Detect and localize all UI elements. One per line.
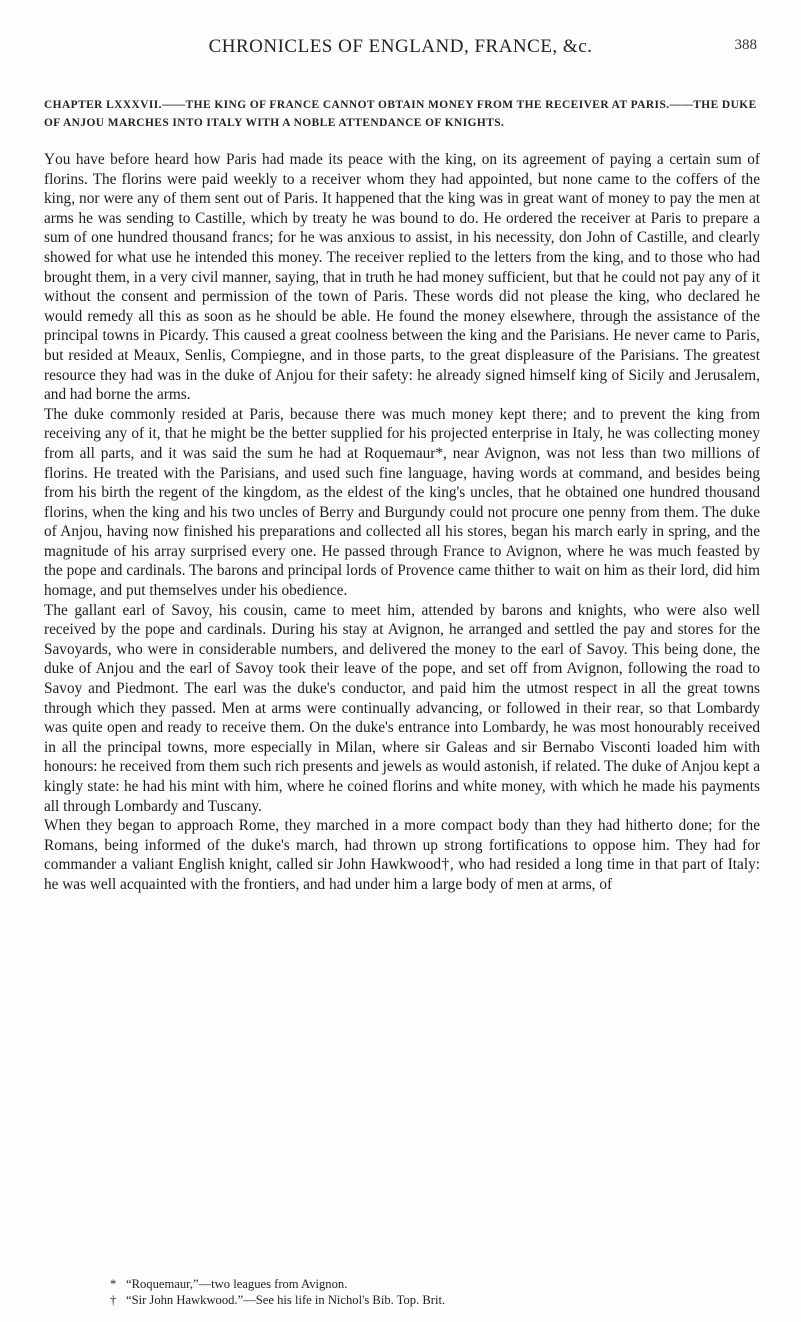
chapter-heading: CHAPTER LXXXVII.——THE KING OF FRANCE CANNOT OBTAIN MONEY FROM THE RECEIVER AT PARIS.——THE DUKE OF ANJOU MARCHES INTO ITALY WITH A NOBLE ATTENDANCE OF KNIGHTS. (44, 99, 757, 129)
page-number: 388 (734, 37, 757, 53)
paragraph: The gallant earl of Savoy, his cousin, came to meet him, attended by barons and knights, who were also well received by the pope and cardinals. During his stay at Avignon, he arranged and settled the pay and stores for the Savoyards, who were in considerable numbers, and delivered the money to the earl of Savoy. This being done, the duke of Anjou and the earl of Savoy took their leave of the pope, and set off from Avignon, following the road to Savoy and Piedmont. The earl was the duke's conductor, and paid him the utmost respect in all the great towns through which they passed. Men at arms were continually advancing, or followed in their rear, so that Lombardy was quite open and ready to receive them. On the duke's entrance into Lombardy, he was most honourably received in all the principal towns, more especially in Milan, where sir Galeas and sir Bernabo Visconti loaded him with honours: he received from them such rich presents and jewels as would astonish, if related. The duke of Anjou kept a kingly state: he had his mint with him, where he coined florins and white money, with which he made his payments all through Lombardy and Tuscany. (44, 601, 760, 815)
paragraph: You have before heard how Paris had made its peace with the king, on its agreement of paying a certain sum of florins. The florins were paid weekly to a receiver whom they had appointed, but none came to the coffers of the king, nor were any of them sent out of Paris. It happened that the king was in great want of money to pay the men at arms he was sending to Castille, which by treaty he was bound to do. He ordered the receiver at Paris to prepare a sum of one hundred thousand francs; for he was anxious to assist, in his necessity, don John of Castille, and clearly showed for what use he intended this money. The receiver replied to the letters from the king, and to those who had brought them, in a very civil manner, saying, that in truth he had money sufficient, but that he could not pay any of it without the consent and permission of the town of Paris. These words did not please the king, who declared he would remedy all this as soon as he should be able. He found the money elsewhere, through the assistance of the principal towns in Picardy. This caused a great coolness between the king and the Parisians. He never came to Paris, but resided at Meaux, Senlis, Compiegne, and in those parts, to the great displeasure of the Parisians. The greatest resource they had was in the duke of Anjou for their safety: he already signed himself king of Sicily and Jerusalem, and had borne the arms. (44, 151, 760, 404)
running-head (0, 36, 801, 60)
paragraph: The duke commonly resided at Paris, because there was much money kept there; and to prevent the king from receiving any of it, that he might be the better supplied for his projected enterprise in Italy, he was collecting money from all parts, and it was said the sum he had at Roquemaur*, near Avignon, was not less than two millions of florins. He treated with the Parisians, and used such fine language, having words at command, and besides being from his birth the regent of the kingdom, as the eldest of the king's uncles, that he obtained one hundred thousand florins, when the king and his two uncles of Berry and Burgundy could not procure one penny from them. The duke of Anjou, having now finished his preparations and collected all his stores, began his march early in spring, and the magnitude of his array surprised every one. He passed through France to Avignon, where he was much feasted by the pope and cardinals. The barons and principal lords of Provence came thither to wait on him as their lord, did him homage, and put themselves under his obedience. (44, 405, 760, 600)
footnote-mark: † (110, 1293, 117, 1307)
footnote-text: “Sir John Hawkwood.”—See his life in Nichol's Bib. Top. Brit. (126, 1293, 446, 1307)
footnote-text: “Roquemaur,”—two leagues from Avignon. (126, 1277, 348, 1291)
footnote (110, 1292, 750, 1308)
paragraph: When they began to approach Rome, they marched in a more compact body than they had hitherto done; for the Romans, being informed of the duke's march, had thrown up strong fortifications to oppose him. They had for commander a valiant English knight, called sir John Hawkwood†, who had resided a long time in that part of Italy: he was well acquainted with the frontiers, and had under him a large body of men at arms, of (44, 817, 760, 893)
body-text (44, 150, 760, 895)
footnote-mark: * (110, 1277, 117, 1291)
running-title: CHRONICLES OF ENGLAND, FRANCE, &c. (208, 36, 593, 57)
footnote (110, 1276, 750, 1292)
footnotes (110, 1276, 750, 1308)
